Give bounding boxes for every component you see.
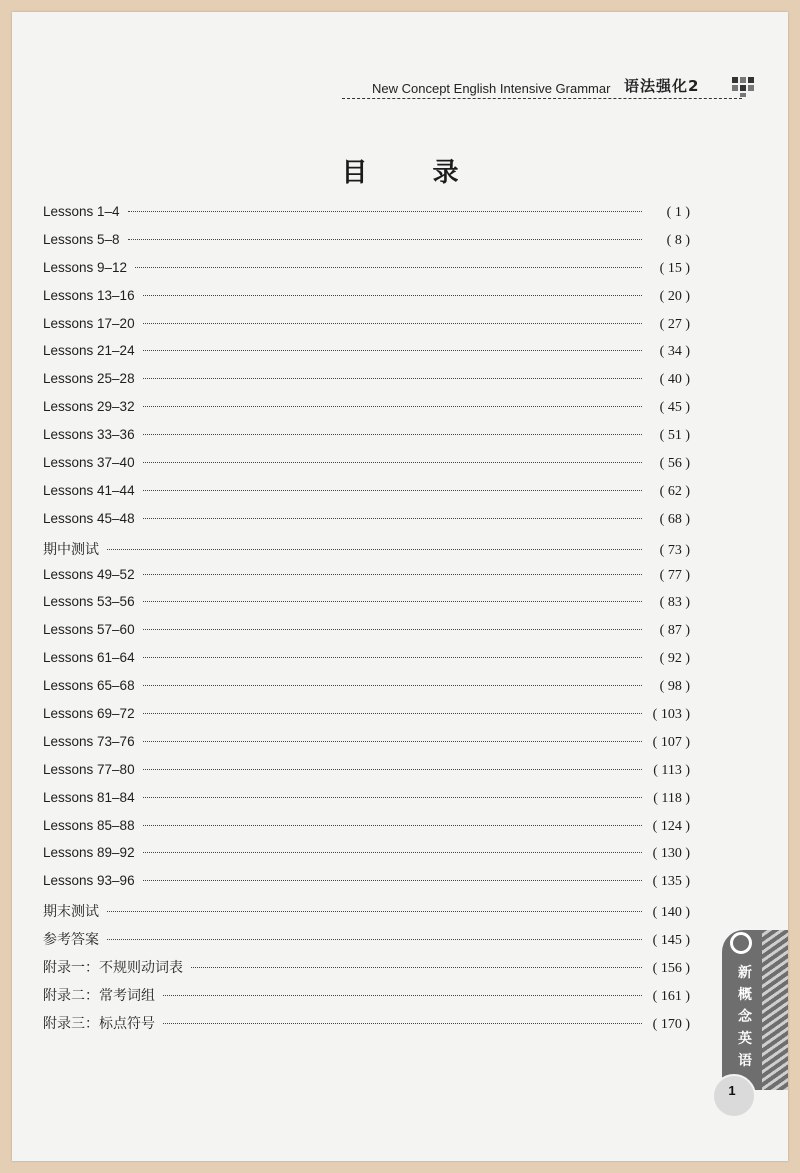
dot-leader: [143, 350, 642, 351]
header-dashed-rule: [342, 98, 742, 99]
toc-entry-label: Lessons 49–52: [43, 566, 135, 582]
book-page: [12, 12, 788, 1161]
toc-entry-label: Lessons 65–68: [43, 678, 135, 694]
toc-entry-page: ( 45 ): [659, 400, 690, 416]
toc-entry-label: Lessons 77–80: [43, 761, 135, 777]
toc-entry-page: ( 107 ): [652, 734, 690, 750]
toc-entry-page: ( 124 ): [652, 818, 690, 834]
toc-entry-page: ( 98 ): [659, 679, 690, 695]
toc-entry[interactable]: [43, 706, 690, 734]
dot-leader: [135, 267, 642, 268]
dot-leader: [107, 939, 642, 940]
toc-title: 目 录: [341, 158, 487, 188]
toc-entry-page: ( 83 ): [659, 595, 690, 611]
dot-leader: [143, 518, 642, 519]
toc-entry-label: Lessons 5–8: [43, 231, 120, 247]
dot-leader: [143, 880, 642, 881]
dot-leader: [143, 601, 642, 602]
toc-entry-label: Lessons 33–36: [43, 427, 135, 443]
toc-entry[interactable]: [43, 678, 690, 706]
running-head: [342, 72, 772, 100]
dot-leader: [143, 769, 642, 770]
toc-entry-label: Lessons 9–12: [43, 259, 128, 275]
toc-entry[interactable]: [43, 539, 690, 567]
page-number: 1: [728, 1083, 736, 1098]
toc-entry-label: 期末测试: [43, 904, 99, 921]
toc-entry-page: ( 40 ): [659, 372, 690, 388]
toc-entry[interactable]: [43, 316, 690, 344]
toc-entry[interactable]: [43, 985, 690, 1013]
table-of-contents: [43, 204, 690, 1041]
toc-entry[interactable]: [43, 929, 690, 957]
toc-entry[interactable]: [43, 483, 690, 511]
header-english-title: New Concept English Intensive Grammar: [372, 81, 611, 96]
toc-entry-page: ( 77 ): [659, 567, 690, 583]
toc-entry-page: ( 73 ): [659, 542, 690, 558]
toc-entry[interactable]: [43, 762, 690, 790]
toc-entry-page: ( 15 ): [659, 260, 690, 276]
toc-entry-page: ( 140 ): [652, 905, 690, 921]
dot-leader: [143, 685, 642, 686]
dot-leader: [143, 406, 642, 407]
dot-leader: [143, 713, 642, 714]
side-tab-stripes: [762, 930, 788, 1090]
toc-entry-page: ( 87 ): [659, 623, 690, 639]
toc-entry[interactable]: [43, 594, 690, 622]
dot-leader: [128, 239, 642, 240]
dot-leader: [107, 911, 642, 912]
dot-leader: [143, 852, 642, 853]
toc-entry-page: ( 135 ): [652, 874, 690, 890]
toc-entry-label: Lessons 61–64: [43, 650, 135, 666]
dot-leader: [143, 490, 642, 491]
toc-entry[interactable]: [43, 873, 690, 901]
toc-entry[interactable]: [43, 260, 690, 288]
toc-entry-label: 附录三：标点符号: [43, 1015, 155, 1032]
dot-leader: [191, 967, 642, 968]
toc-entry-label: Lessons 29–32: [43, 399, 135, 415]
toc-entry[interactable]: [43, 232, 690, 260]
toc-entry-label: Lessons 45–48: [43, 510, 135, 526]
dot-leader: [143, 462, 642, 463]
toc-entry-page: ( 51 ): [659, 428, 690, 444]
toc-entry[interactable]: [43, 622, 690, 650]
toc-entry-page: ( 161 ): [652, 988, 690, 1004]
toc-entry-label: Lessons 89–92: [43, 845, 135, 861]
toc-entry-label: Lessons 73–76: [43, 733, 135, 749]
dot-leader: [107, 549, 642, 550]
dot-leader: [143, 434, 642, 435]
toc-entry[interactable]: [43, 455, 690, 483]
toc-entry-label: 参考答案: [43, 932, 99, 949]
toc-entry[interactable]: [43, 1013, 690, 1041]
dot-leader: [143, 797, 642, 798]
toc-entry-page: ( 68 ): [659, 511, 690, 527]
toc-entry[interactable]: [43, 288, 690, 316]
toc-entry[interactable]: [43, 399, 690, 427]
cube-logo-icon: [730, 74, 756, 98]
toc-entry-page: ( 130 ): [652, 846, 690, 862]
toc-entry[interactable]: [43, 818, 690, 846]
toc-entry-label: Lessons 53–56: [43, 594, 135, 610]
dot-leader: [163, 1023, 642, 1024]
toc-entry[interactable]: [43, 204, 690, 232]
toc-entry-label: Lessons 17–20: [43, 315, 135, 331]
toc-entry-label: 附录一：不规则动词表: [43, 960, 183, 977]
toc-entry[interactable]: [43, 845, 690, 873]
toc-entry-page: ( 145 ): [652, 933, 690, 949]
toc-entry[interactable]: [43, 567, 690, 595]
side-tab-text: 新概念英语: [738, 965, 752, 1069]
toc-entry[interactable]: [43, 957, 690, 985]
dot-leader: [143, 741, 642, 742]
toc-entry-label: Lessons 69–72: [43, 706, 135, 722]
toc-entry-label: Lessons 41–44: [43, 482, 135, 498]
toc-entry-label: Lessons 93–96: [43, 873, 135, 889]
dot-leader: [128, 211, 642, 212]
toc-entry[interactable]: [43, 511, 690, 539]
toc-entry[interactable]: [43, 650, 690, 678]
toc-entry[interactable]: [43, 371, 690, 399]
toc-entry-label: Lessons 13–16: [43, 287, 135, 303]
toc-entry-label: Lessons 37–40: [43, 455, 135, 471]
dot-leader: [143, 323, 642, 324]
toc-entry-page: ( 8 ): [666, 232, 690, 248]
ring-icon: [730, 932, 752, 954]
toc-entry-page: ( 118 ): [653, 790, 690, 806]
dot-leader: [143, 825, 642, 826]
toc-entry-label: Lessons 85–88: [43, 817, 135, 833]
toc-entry-label: Lessons 21–24: [43, 343, 135, 359]
toc-entry-page: ( 103 ): [652, 707, 690, 723]
toc-entry[interactable]: [43, 901, 690, 929]
toc-entry-label: Lessons 1–4: [43, 204, 120, 219]
toc-entry-label: Lessons 81–84: [43, 789, 135, 805]
toc-entry-page: ( 34 ): [659, 344, 690, 360]
toc-entry-page: ( 113 ): [653, 762, 690, 778]
dot-leader: [143, 657, 642, 658]
toc-entry[interactable]: [43, 343, 690, 371]
dot-leader: [163, 995, 642, 996]
toc-entry-page: ( 62 ): [659, 483, 690, 499]
toc-entry-label: 附录二：常考词组: [43, 987, 155, 1004]
toc-entry-page: ( 170 ): [652, 1016, 690, 1032]
dot-leader: [143, 295, 642, 296]
toc-entry-page: ( 56 ): [659, 456, 690, 472]
toc-entry[interactable]: [43, 790, 690, 818]
header-chinese-title: 语法强化2: [624, 77, 700, 95]
side-tab: [722, 912, 788, 1112]
toc-entry-page: ( 1 ): [666, 205, 690, 220]
dot-leader: [143, 378, 642, 379]
toc-entry-page: ( 20 ): [659, 288, 690, 304]
toc-entry[interactable]: [43, 734, 690, 762]
dot-leader: [143, 574, 642, 575]
toc-entry-label: Lessons 57–60: [43, 622, 135, 638]
toc-entry-page: ( 92 ): [659, 651, 690, 667]
toc-entry[interactable]: [43, 427, 690, 455]
toc-entry-label: 期中测试: [43, 541, 99, 558]
toc-entry-page: ( 156 ): [652, 961, 690, 977]
toc-entry-page: ( 27 ): [659, 316, 690, 332]
dot-leader: [143, 629, 642, 630]
toc-entry-label: Lessons 25–28: [43, 371, 135, 387]
